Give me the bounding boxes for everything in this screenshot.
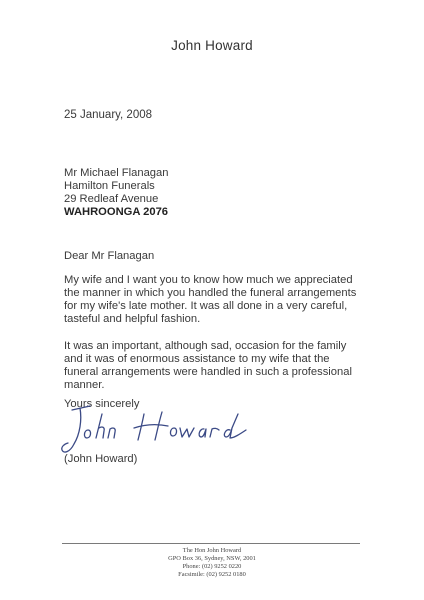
footer-line: Facsimile: (02) 9252 0180 — [178, 571, 246, 578]
paragraph-line: the manner in which you handled the funeral arrangements — [64, 287, 357, 299]
recipient-company: Hamilton Funerals — [64, 180, 155, 192]
paragraph-line: for my wife's late mother. It was all done in a very careful, — [64, 300, 348, 312]
footer-divider — [62, 543, 360, 544]
footer-line: GPO Box 36, Sydney, NSW, 2001 — [168, 555, 256, 562]
footer-line: Phone: (02) 9252 0220 — [182, 563, 242, 570]
paragraph-line: funeral arrangements were handled in such a professional — [64, 366, 352, 378]
paragraph-line: tasteful and helpful fashion. — [64, 313, 201, 325]
recipient-street: 29 Redleaf Avenue — [64, 193, 159, 205]
paragraph-line: It was an important, although sad, occasion for the family — [64, 340, 347, 352]
letterhead-name: John Howard — [171, 38, 253, 53]
recipient-name: Mr Michael Flanagan — [64, 167, 169, 179]
paragraph-line: manner. — [64, 379, 105, 391]
body-paragraph-1 — [64, 274, 384, 326]
salutation: Dear Mr Flanagan — [64, 250, 155, 262]
footer-line: The Hon John Howard — [182, 547, 242, 554]
paragraph-line: My wife and I want you to know how much we appreciated — [64, 274, 353, 286]
paragraph-line: and it was of enormous assistance to my wife that the — [64, 353, 330, 365]
body-paragraph-2 — [64, 340, 384, 392]
recipient-city: WAHROONGA 2076 — [64, 206, 169, 218]
footer-address — [0, 547, 424, 579]
recipient-address — [64, 167, 168, 219]
signer-name: (John Howard) — [64, 453, 138, 465]
letter-date: 25 January, 2008 — [64, 109, 153, 121]
closing: Yours sincerely — [64, 398, 140, 410]
